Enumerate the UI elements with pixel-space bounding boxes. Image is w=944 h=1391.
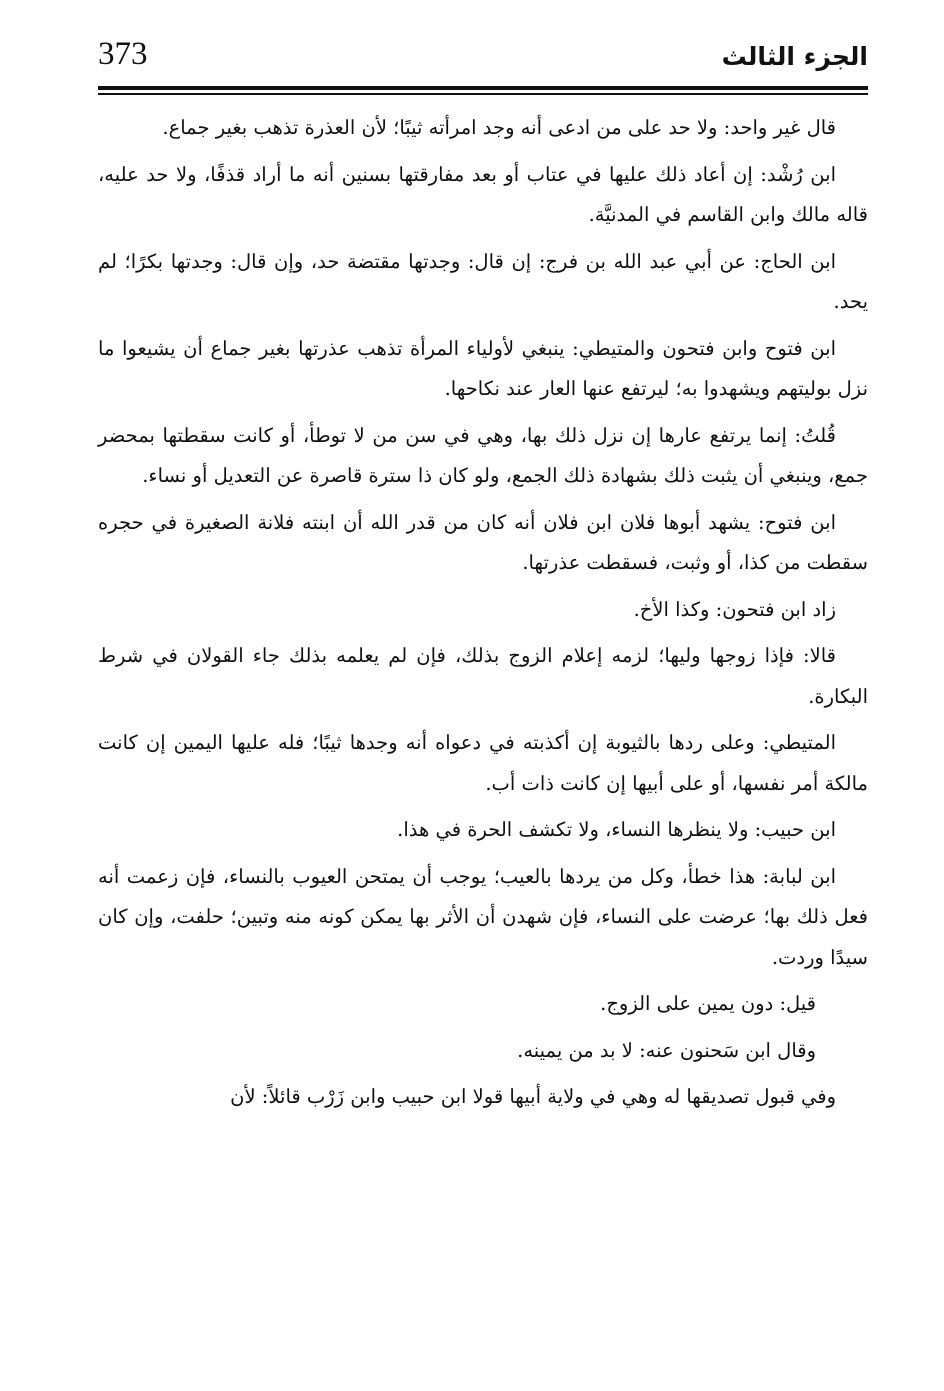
- page-number: 373: [98, 36, 148, 72]
- paragraph: ابن فتوح وابن فتحون والمتيطي: ينبغي لأولياء المرأة تذهب عذرتها بغير جماع أن يشيعوا ما نزل بوليتهم ويشهدوا به؛ ليرتفع عنها العار عند نكاحها.: [98, 336, 868, 400]
- paragraph: المتيطي: وعلى ردها بالثيوبة إن أكذبته في دعواه أنه وجدها ثيبًا؛ فله عليها اليمين إن كانت مالكة أمر نفسها، أو على أبيها إن كانت ذات أب.: [98, 731, 868, 795]
- paragraph: ابن فتوح: يشهد أبوها فلان ابن فلان أنه كان من قدر الله أن ابنته فلانة الصغيرة في حجره سقطت من كذا، أو وثبت، فسقطت عذرتها.: [98, 510, 868, 574]
- paragraph: ابن رُشْد: إن أعاد ذلك عليها في عتاب أو بعد مفارقتها بسنين أنه ما أراد قذفًا، ولا حد عليه، قاله مالك وابن القاسم في المدنيَّة.: [98, 162, 868, 226]
- paragraph: وفي قبول تصديقها له وهي في ولاية أبيها قولا ابن حبيب وابن زَرْب قائلاً: لأن: [230, 1085, 836, 1108]
- paragraph: ابن حبيب: ولا ينظرها النساء، ولا تكشف الحرة في هذا.: [397, 818, 836, 841]
- running-title: الجزء الثالث: [721, 42, 868, 71]
- header-rule-thick: [98, 86, 868, 90]
- paragraph: ابن الحاج: عن أبي عبد الله بن فرج: إن قال: وجدتها مقتضة حد، وإن قال: وجدتها بكرًا؛ لم يحد.: [98, 249, 868, 313]
- paragraph: قُلتُ: إنما يرتفع عارها إن نزل ذلك بها، وهي في سن من لا توطأ، أو كانت سقطتها بمحضر جمع، وينبغي أن يثبت ذلك بشهادة ذلك الجمع، ولو كان ذا سترة قاصرة عن التعديل أو نساء.: [98, 423, 868, 487]
- page-header: [98, 30, 868, 88]
- paragraph: وقال ابن سَحنون عنه: لا بد من يمينه.: [517, 1038, 816, 1062]
- header-rule-thin: [98, 93, 868, 95]
- paragraph: ابن لبابة: هذا خطأ، وكل من يردها بالعيب؛ يوجب أن يمتحن العيوب بالنساء، فإن زعمت أنه فعل ذلك بها؛ عرضت على النساء، فإن شهدن أن الأثر بها يمكن كونه منه وتبين؛ حلفت، وإن كان سيدًا وردت.: [98, 864, 868, 969]
- body-text: [98, 108, 868, 1124]
- paragraph: قالا: فإذا زوجها وليها؛ لزمه إعلام الزوج بذلك، فإن لم يعلمه بذلك جاء القولان في شرط البكارة.: [98, 644, 868, 708]
- paragraph: قيل: دون يمين على الزوج.: [600, 992, 816, 1015]
- paragraph: قال غير واحد: ولا حد على من ادعى أنه وجد امرأته ثيبًا؛ لأن العذرة تذهب بغير جماع.: [162, 116, 836, 139]
- paragraph: زاد ابن فتحون: وكذا الأخ.: [633, 597, 836, 621]
